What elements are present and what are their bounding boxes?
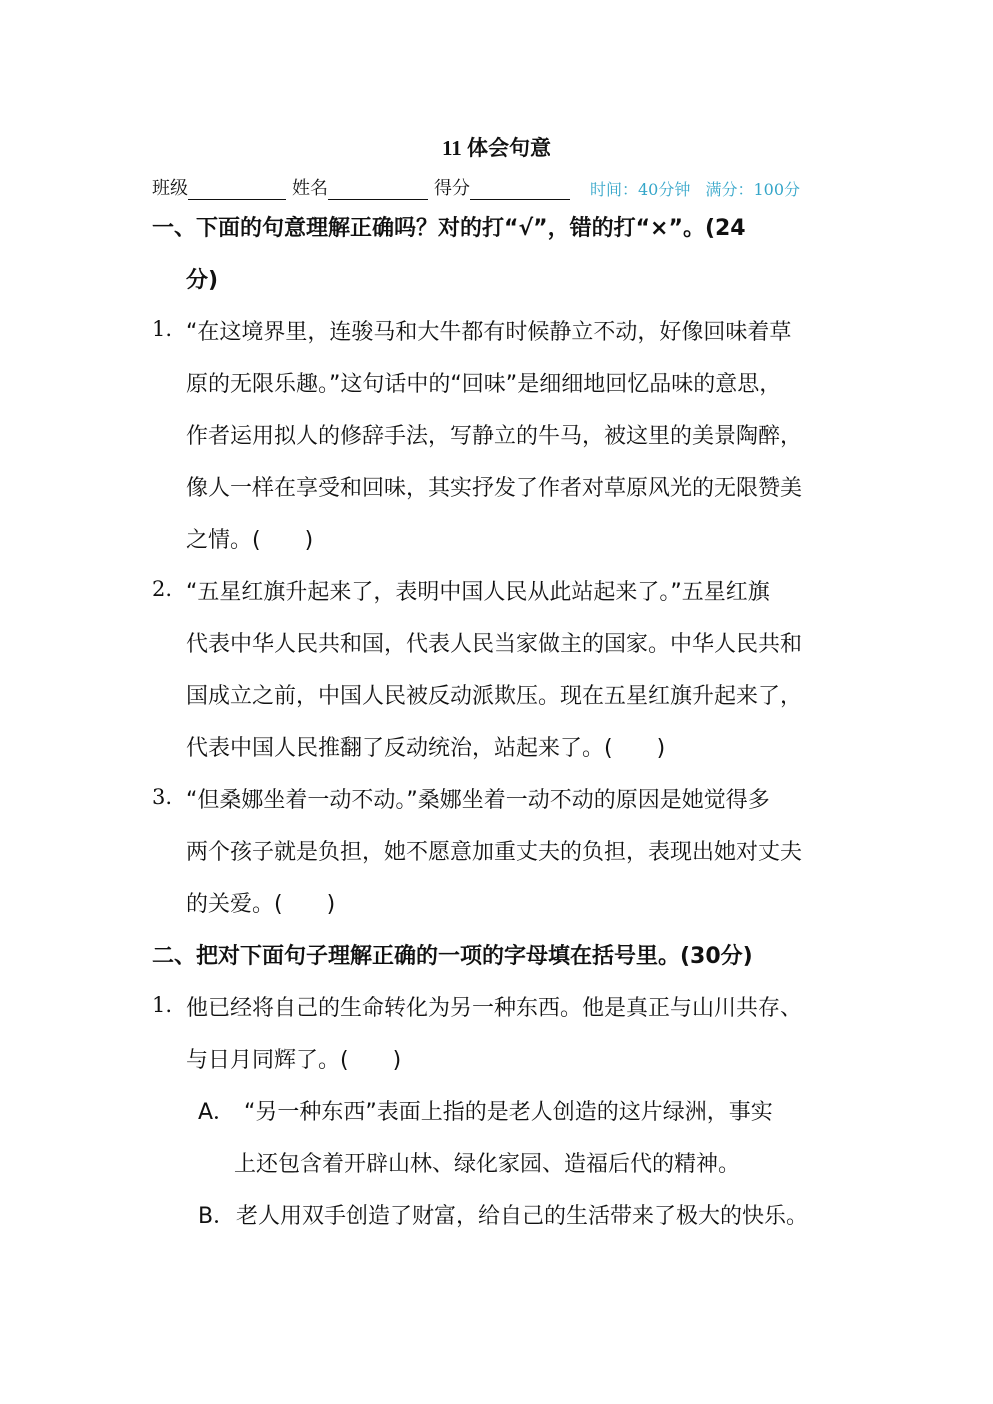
question-text-line: 他已经将自己的生命转化为另一种东西。他是真正与山川共存、 [186,996,803,1021]
class-label: 班级 [152,178,188,199]
exam-meta [590,177,800,200]
section1-heading: 一、下面的句意理解正确吗？对的打“√”，错的打“×”。(24 [152,216,746,241]
score-label: 得分 [434,178,470,199]
full-score: 满分：100分 [705,180,801,199]
question-text-line: 两个孩子就是负担，她不愿意加重丈夫的负担，表现出她对丈夫 [186,840,803,865]
question-text-line: “五星红旗升起来了，表明中国人民从此站起来了。”五星红旗 [186,580,770,605]
option-a-text: 上还包含着开辟山林、绿化家园、造福后代的精神。 [234,1152,741,1177]
option-a-text: “另一种东西”表面上指的是老人创造的这片绿洲，事实 [244,1100,773,1125]
question-text-line: 像人一样在享受和回味，其实抒发了作者对草原风光的无限赞美 [186,476,803,501]
question-text-line: 作者运用拟人的修辞手法，写静立的牛马，被这里的美景陶醉， [186,424,803,449]
student-info-header [152,174,800,200]
question-text-line: 国成立之前，中国人民被反动派欺压。现在五星红旗升起来了， [186,684,803,709]
question-number: 1. [152,993,173,1017]
option-b-text: 老人用双手创造了财富，给自己的生活带来了极大的快乐。 [236,1204,809,1229]
section1-heading-cont: 分) [186,268,219,293]
time-limit: 时间：40分钟 [590,180,691,199]
question-text-line: “在这境界里，连骏马和大牛都有时候静立不动，好像回味着草 [186,320,792,345]
score-blank[interactable] [470,179,570,200]
option-letter-a[interactable]: A． [198,1100,236,1125]
answer-blank-line[interactable]: 代表中国人民推翻了反动统治，站起来了。( ) [186,736,666,761]
page-title: 11 体会句意 [441,136,552,160]
question-number: 3. [152,785,173,809]
option-letter-b[interactable]: B． [198,1204,236,1229]
question-number: 2. [152,577,173,601]
answer-blank-line[interactable]: 的关爱。( ) [186,892,336,917]
class-blank[interactable] [188,179,286,200]
question-number: 1. [152,317,173,341]
answer-blank-line[interactable]: 与日月同辉了。( ) [186,1048,402,1073]
question-text-line: 原的无限乐趣。”这句话中的“回味”是细细地回忆品味的意思， [186,372,782,397]
question-text-line: 代表中华人民共和国，代表人民当家做主的国家。中华人民共和 [186,632,803,657]
name-blank[interactable] [328,179,428,200]
section2-heading: 二、把对下面句子理解正确的一项的字母填在括号里。(30分) [152,944,753,969]
name-label: 姓名 [292,178,328,199]
answer-blank-line[interactable]: 之情。( ) [186,528,314,553]
question-text-line: “但桑娜坐着一动不动。”桑娜坐着一动不动的原因是她觉得多 [186,788,770,813]
